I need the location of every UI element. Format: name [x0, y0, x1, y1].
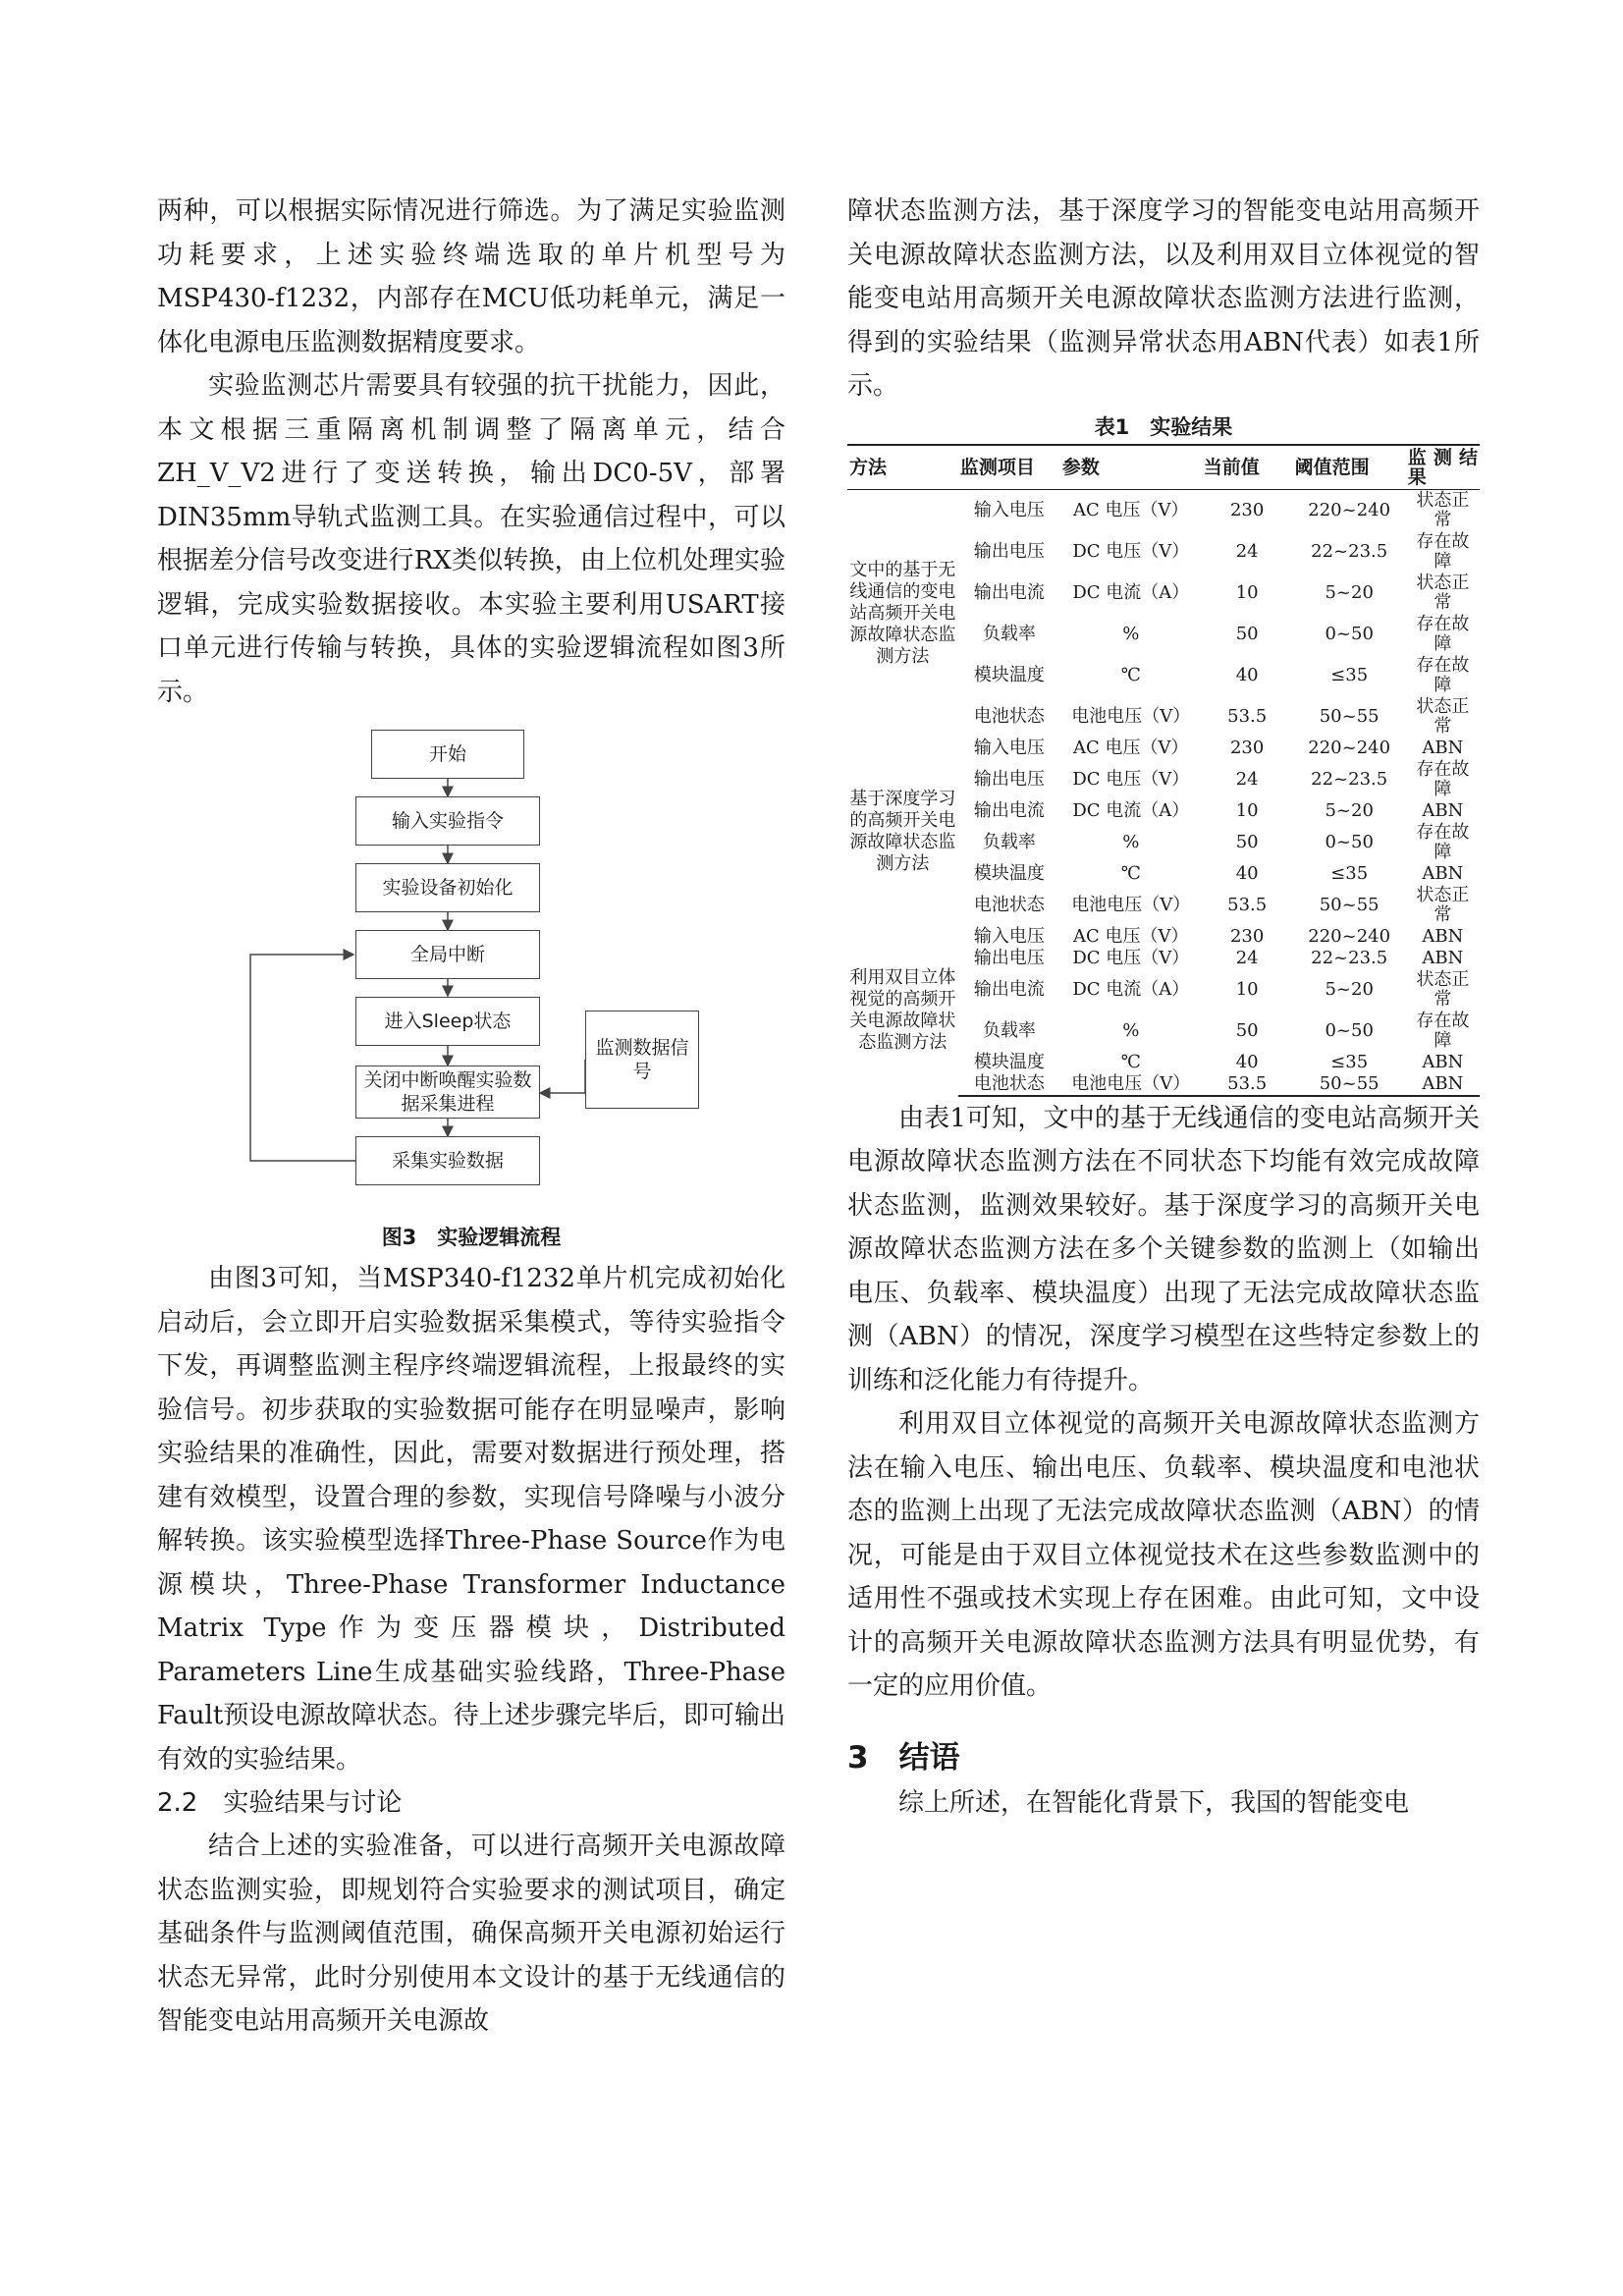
table-cell: 10 — [1235, 799, 1259, 821]
table-cell: ABN — [1422, 799, 1464, 821]
table-header-cell: 参数 — [1060, 445, 1202, 490]
table-body — [847, 489, 1480, 1096]
table-cell: DC 电压（V） — [1072, 768, 1190, 790]
table-cell: 输出电流 — [973, 581, 1045, 603]
table-cell: 存在故障 — [1416, 758, 1470, 799]
table-header-cell: 当前值 — [1202, 445, 1293, 490]
table-cell: 24 — [1235, 947, 1259, 968]
method-cell: 基于深度学习的高频开关电源故障状态监测方法 — [849, 788, 956, 874]
table-cell: 电池状态 — [973, 705, 1045, 727]
table-cell: 40 — [1235, 664, 1259, 685]
table-cell: 电池状态 — [958, 1073, 1060, 1096]
table-cell: 存在故障 — [1416, 1010, 1470, 1051]
table-cell: DC 电流（A） — [1072, 799, 1190, 821]
table-cell: ≤35 — [1330, 862, 1369, 884]
paragraph: 实验监测芯片需要具有较强的抗干扰能力，因此，本文根据三重隔离机制调整了隔离单元，结合ZH_V_V2进行了变送转换，输出DC0-5V，部署DIN35mm导轨式监测工具。在实验通信过程中，可以根据差分信号改变进行RX类似转换，由上位机处理实验逻辑，完成实验数据接收。本实验主要利用USART接口单元进行传输与转换，具体的实验逻辑流程如图3所示。 — [157, 371, 785, 707]
table-cell: AC 电压（V） — [1073, 499, 1189, 520]
table-cell: 5~20 — [1325, 978, 1374, 1000]
table-cell: DC 电流（A） — [1072, 978, 1190, 1000]
section-heading: 3 结语 — [847, 1739, 960, 1776]
table-cell: 50 — [1235, 1019, 1259, 1041]
paragraph: 利用双目立体视觉的高频开关电源故障状态监测方法在输入电压、输出电压、负载率、模块温度和电池状态的监测上出现了无法完成故障状态监测（ABN）的情况，可能是由于双目立体视觉技术在这些参数监测中的适用性不强或技术实现上存在困难。由此可知，文中设计的高频开关电源故障状态监测方法具有明显优势，有一定的应用价值。 — [847, 1409, 1480, 1701]
table-cell: % — [1122, 1019, 1140, 1041]
table-cell: % — [1122, 831, 1140, 852]
table-cell: 5~20 — [1325, 581, 1374, 603]
table-cell: % — [1122, 623, 1140, 644]
table-cell: 22~23.5 — [1311, 768, 1388, 790]
flow-node-init: 实验设备初始化 — [355, 863, 540, 912]
flowchart-figure — [157, 722, 785, 1218]
table-cell: 40 — [1235, 1051, 1259, 1072]
table-header-cell: 阈值范围 — [1293, 445, 1406, 490]
table-cell: 负载率 — [982, 623, 1036, 644]
figure-caption: 图3 实验逻辑流程 — [381, 1226, 562, 1249]
table-cell: 230 — [1229, 737, 1265, 758]
paragraph: 综上所述，在智能化背景下，我国的智能变电 — [898, 1787, 1410, 1818]
table-cell: 电池电压（V） — [1071, 705, 1191, 727]
table-cell: 输入电压 — [973, 737, 1045, 758]
table-cell: 输出电流 — [973, 978, 1045, 1000]
table-cell: 53.5 — [1227, 705, 1268, 727]
table-cell: DC 电压（V） — [1072, 947, 1190, 968]
section-heading: 2.2 实验结果与讨论 — [157, 1788, 403, 1818]
table-cell: ABN — [1422, 947, 1464, 968]
table-cell: DC 电流（A） — [1072, 581, 1190, 603]
table-caption: 表1 实验结果 — [1094, 414, 1233, 439]
table-cell: 0~50 — [1325, 623, 1374, 644]
table-cell: 220~240 — [1308, 499, 1391, 520]
table-cell: DC 电压（V） — [1072, 540, 1190, 562]
table-cell: 5~20 — [1325, 799, 1374, 821]
flow-node-sleep: 进入Sleep状态 — [355, 997, 540, 1046]
table-cell: 模块温度 — [973, 862, 1045, 884]
table-cell: ABN — [1422, 737, 1464, 758]
table-cell: 输入电压 — [973, 925, 1045, 947]
paragraph: 由图3可知，当MSP340-f1232单片机完成初始化启动后，会立即开启实验数据采集模式，等待实验指令下发，再调整监测主程序终端逻辑流程，上报最终的实验信号。初步获取的实验数据可能存在明显噪声，影响实验结果的准确性，因此，需要对数据进行预处理，搭建有效模型，设置合理的参数，实现信号降噪与小波分解转换。该实验模型选择Three-Phase Source作为电源模块，Three-Phase Transformer Inductance Matrix Type作为变压器模块，Distributed Parameters Line生成基础实验线路，Three-Phase Fault预设电源故障状态。待上述步骤完毕后，即可输出有效的实验结果。 — [157, 1264, 785, 1775]
table-header-row — [847, 445, 1480, 490]
paragraph: 障状态监测方法，基于深度学习的智能变电站用高频开关电源故障状态监测方法，以及利用双目立体视觉的智能变电站用高频开关电源故障状态监测方法进行监测，得到的实验结果（监测异常状态用ABN代表）如表1所示。 — [847, 196, 1480, 401]
table-cell: 电池状态 — [973, 894, 1045, 915]
table-cell: 负载率 — [982, 831, 1036, 852]
table-cell: 负载率 — [982, 1019, 1036, 1041]
table-cell: 状态正常 — [1416, 572, 1470, 613]
method-cell: 文中的基于无线通信的变电站高频开关电源故障状态监测方法 — [849, 559, 956, 667]
table-cell: 220~240 — [1308, 925, 1391, 947]
table-cell: 50 — [1235, 623, 1259, 644]
flow-node-wake: 关闭中断唤醒实验数据采集进程 — [355, 1066, 540, 1119]
table-cell: ℃ — [1120, 1051, 1141, 1072]
table-cell: 0~50 — [1325, 1019, 1374, 1041]
table-cell: 模块温度 — [973, 664, 1045, 685]
table-cell: 输出电压 — [973, 947, 1045, 968]
table-cell: 10 — [1235, 978, 1259, 1000]
table-cell: 50~55 — [1319, 894, 1380, 915]
flow-node-collect: 采集实验数据 — [355, 1136, 540, 1185]
table-cell: ABN — [1406, 1073, 1480, 1096]
table-header-cell: 监测结果 — [1407, 446, 1478, 488]
paragraph: 两种，可以根据实际情况进行筛选。为了满足实验监测功耗要求，上述实验终端选取的单片机型号为MSP430-f1232，内部存在MCU低功耗单元，满足一体化电源电压监测数据精度要求。 — [157, 196, 785, 357]
table-cell: 230 — [1229, 925, 1265, 947]
table-cell: 状态正常 — [1416, 695, 1470, 737]
table-cell: 状态正常 — [1416, 884, 1470, 925]
table-cell: ABN — [1422, 925, 1464, 947]
table-cell: AC 电压（V） — [1073, 925, 1189, 947]
flow-node-signal: 监测数据信号 — [585, 1011, 699, 1109]
table-cell: 输入电压 — [973, 499, 1045, 520]
table-row — [847, 738, 1480, 759]
table-cell: ≤35 — [1330, 1051, 1369, 1072]
table-cell: 53.5 — [1227, 894, 1268, 915]
table-cell: 50 — [1235, 831, 1259, 852]
flow-node-interrupt: 全局中断 — [355, 930, 540, 979]
table-cell: 输出电压 — [973, 540, 1045, 562]
table-header-cell: 方法 — [847, 445, 958, 490]
table-cell: 状态正常 — [1416, 968, 1470, 1010]
table-row — [847, 926, 1480, 948]
table-cell: 10 — [1235, 581, 1259, 603]
table-cell: 存在故障 — [1416, 613, 1470, 654]
table-cell: 24 — [1235, 540, 1259, 562]
table-cell: 50~55 — [1319, 705, 1380, 727]
table-cell: ℃ — [1120, 862, 1141, 884]
table-cell: 0~50 — [1325, 831, 1374, 852]
table-cell: 22~23.5 — [1311, 947, 1388, 968]
table-header-cell: 监测项目 — [958, 445, 1060, 490]
table-cell: 存在故障 — [1416, 530, 1470, 572]
table-cell: ≤35 — [1330, 664, 1369, 685]
flow-node-input: 输入实验指令 — [355, 796, 540, 846]
results-table — [847, 444, 1480, 1097]
table-cell: 24 — [1235, 768, 1259, 790]
table-cell: 电池电压（V） — [1071, 894, 1191, 915]
table-cell: 存在故障 — [1416, 821, 1470, 862]
method-cell: 利用双目立体视觉的高频开关电源故障状态监测方法 — [849, 967, 956, 1053]
left-column — [157, 190, 785, 2044]
table-cell: 220~240 — [1308, 737, 1391, 758]
table-cell: AC 电压（V） — [1073, 737, 1189, 758]
table-cell: 电池电压（V） — [1060, 1073, 1202, 1096]
table-cell: 50~55 — [1293, 1073, 1406, 1096]
table-cell: 53.5 — [1202, 1073, 1293, 1096]
table-cell: 状态正常 — [1416, 489, 1470, 530]
right-column — [847, 190, 1480, 1825]
table-cell: 输出电压 — [973, 768, 1045, 790]
table-cell: 存在故障 — [1416, 654, 1470, 695]
table-cell: 输出电流 — [973, 799, 1045, 821]
table-cell: 230 — [1229, 499, 1265, 520]
table-cell: ABN — [1422, 1051, 1464, 1072]
table-cell: ABN — [1422, 862, 1464, 884]
table-cell: 40 — [1235, 862, 1259, 884]
table-cell: 模块温度 — [973, 1051, 1045, 1072]
paragraph: 由表1可知，文中的基于无线通信的变电站高频开关电源故障状态监测方法在不同状态下均能有效完成故障状态监测，监测效果较好。基于深度学习的高频开关电源故障状态监测方法在多个关键参数的监测上（如输出电压、负载率、模块温度）出现了无法完成故障状态监测（ABN）的情况，深度学习模型在这些特定参数上的训练和泛化能力有待提升。 — [847, 1103, 1480, 1395]
table-cell: 22~23.5 — [1311, 540, 1388, 562]
paragraph: 结合上述的实验准备，可以进行高频开关电源故障状态监测实验，即规划符合实验要求的测试项目，确定基础条件与监测阈值范围，确保高频开关电源初始运行状态无异常，此时分别使用本文设计的基于无线通信的智能变电站用高频开关电源故 — [157, 1831, 785, 2036]
table-cell: ℃ — [1120, 664, 1141, 685]
flow-node-start: 开始 — [371, 730, 524, 779]
table-row — [847, 489, 1480, 531]
